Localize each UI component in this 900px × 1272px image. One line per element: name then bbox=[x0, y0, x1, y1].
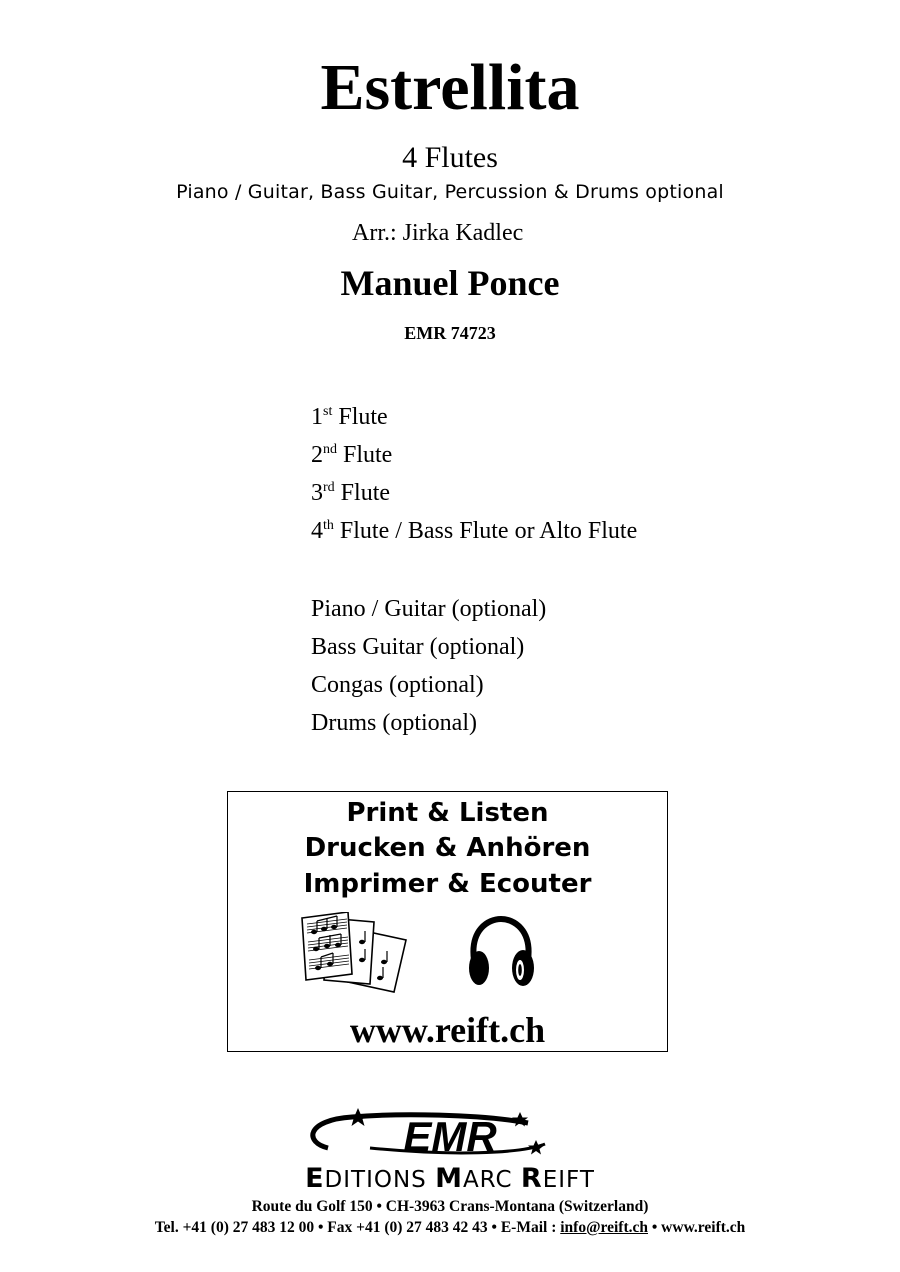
part-ordinal: 3 bbox=[311, 480, 323, 506]
part-ordinal-suffix: st bbox=[323, 404, 333, 419]
part-item: Congas (optional) bbox=[311, 672, 484, 698]
publisher-initial: E bbox=[305, 1163, 325, 1194]
catalog-number: EMR 74723 bbox=[404, 323, 496, 343]
part-ordinal-suffix: rd bbox=[323, 480, 335, 495]
publisher-initial: R bbox=[520, 1163, 543, 1194]
composer: Manuel Ponce bbox=[340, 263, 560, 303]
part-ordinal: 4 bbox=[311, 518, 323, 544]
part-ordinal: 1 bbox=[311, 404, 323, 430]
part-ordinal: 2 bbox=[311, 442, 323, 468]
box-website-url: www.reift.ch bbox=[349, 1010, 546, 1050]
part-label: Flute bbox=[343, 442, 393, 468]
publisher-contact bbox=[0, 1217, 900, 1239]
flute-parts-list bbox=[311, 398, 637, 550]
part-ordinal-suffix: nd bbox=[323, 442, 337, 457]
emr-logo-icon bbox=[300, 1108, 600, 1164]
optional-instruments: Piano / Guitar, Bass Guitar, Percussion & Drums optional bbox=[176, 181, 724, 203]
part-item bbox=[311, 474, 637, 512]
print-and-listen-box bbox=[227, 791, 668, 1052]
print-listen-de: Drucken & Anhören bbox=[304, 833, 591, 863]
arranger: Arr.: Jirka Kadlec bbox=[352, 220, 524, 246]
contact-phone-fax: Tel. +41 (0) 27 483 12 00 • Fax +41 (0) 27 483 42 43 • E-Mail : bbox=[154, 1219, 561, 1236]
part-ordinal-suffix: th bbox=[323, 518, 334, 533]
emr-logo-text: EMR bbox=[403, 1113, 497, 1160]
headphones-icon bbox=[466, 916, 536, 990]
part-item bbox=[311, 398, 637, 436]
contact-website: • www.reift.ch bbox=[648, 1219, 746, 1236]
publisher-name bbox=[0, 1164, 900, 1195]
publisher-word: DITIONS bbox=[324, 1167, 436, 1193]
part-label: Flute / Bass Flute or Alto Flute bbox=[339, 518, 638, 544]
part-item: Piano / Guitar (optional) bbox=[311, 596, 547, 622]
optional-parts-list bbox=[311, 590, 546, 742]
email-link[interactable]: info@reift.ch bbox=[560, 1219, 648, 1236]
part-label: Flute bbox=[340, 480, 391, 506]
print-listen-en: Print & Listen bbox=[346, 798, 549, 828]
part-item: Drums (optional) bbox=[311, 710, 477, 736]
part-item bbox=[311, 436, 637, 474]
part-label: Flute bbox=[338, 404, 388, 430]
instrumentation: 4 Flutes bbox=[402, 141, 498, 174]
part-item: Bass Guitar (optional) bbox=[311, 634, 525, 660]
publisher-initial: M bbox=[435, 1163, 463, 1194]
publisher-word: ARC bbox=[462, 1167, 521, 1193]
publisher-address: Route du Golf 150 • CH-3963 Crans-Montana (Switzerland) bbox=[251, 1198, 649, 1215]
print-listen-fr: Imprimer & Ecouter bbox=[303, 869, 592, 899]
part-item bbox=[311, 512, 637, 550]
publisher-word: EIFT bbox=[542, 1167, 595, 1193]
score-title: Estrellita bbox=[320, 51, 580, 124]
sheet-music-icon bbox=[300, 912, 412, 994]
